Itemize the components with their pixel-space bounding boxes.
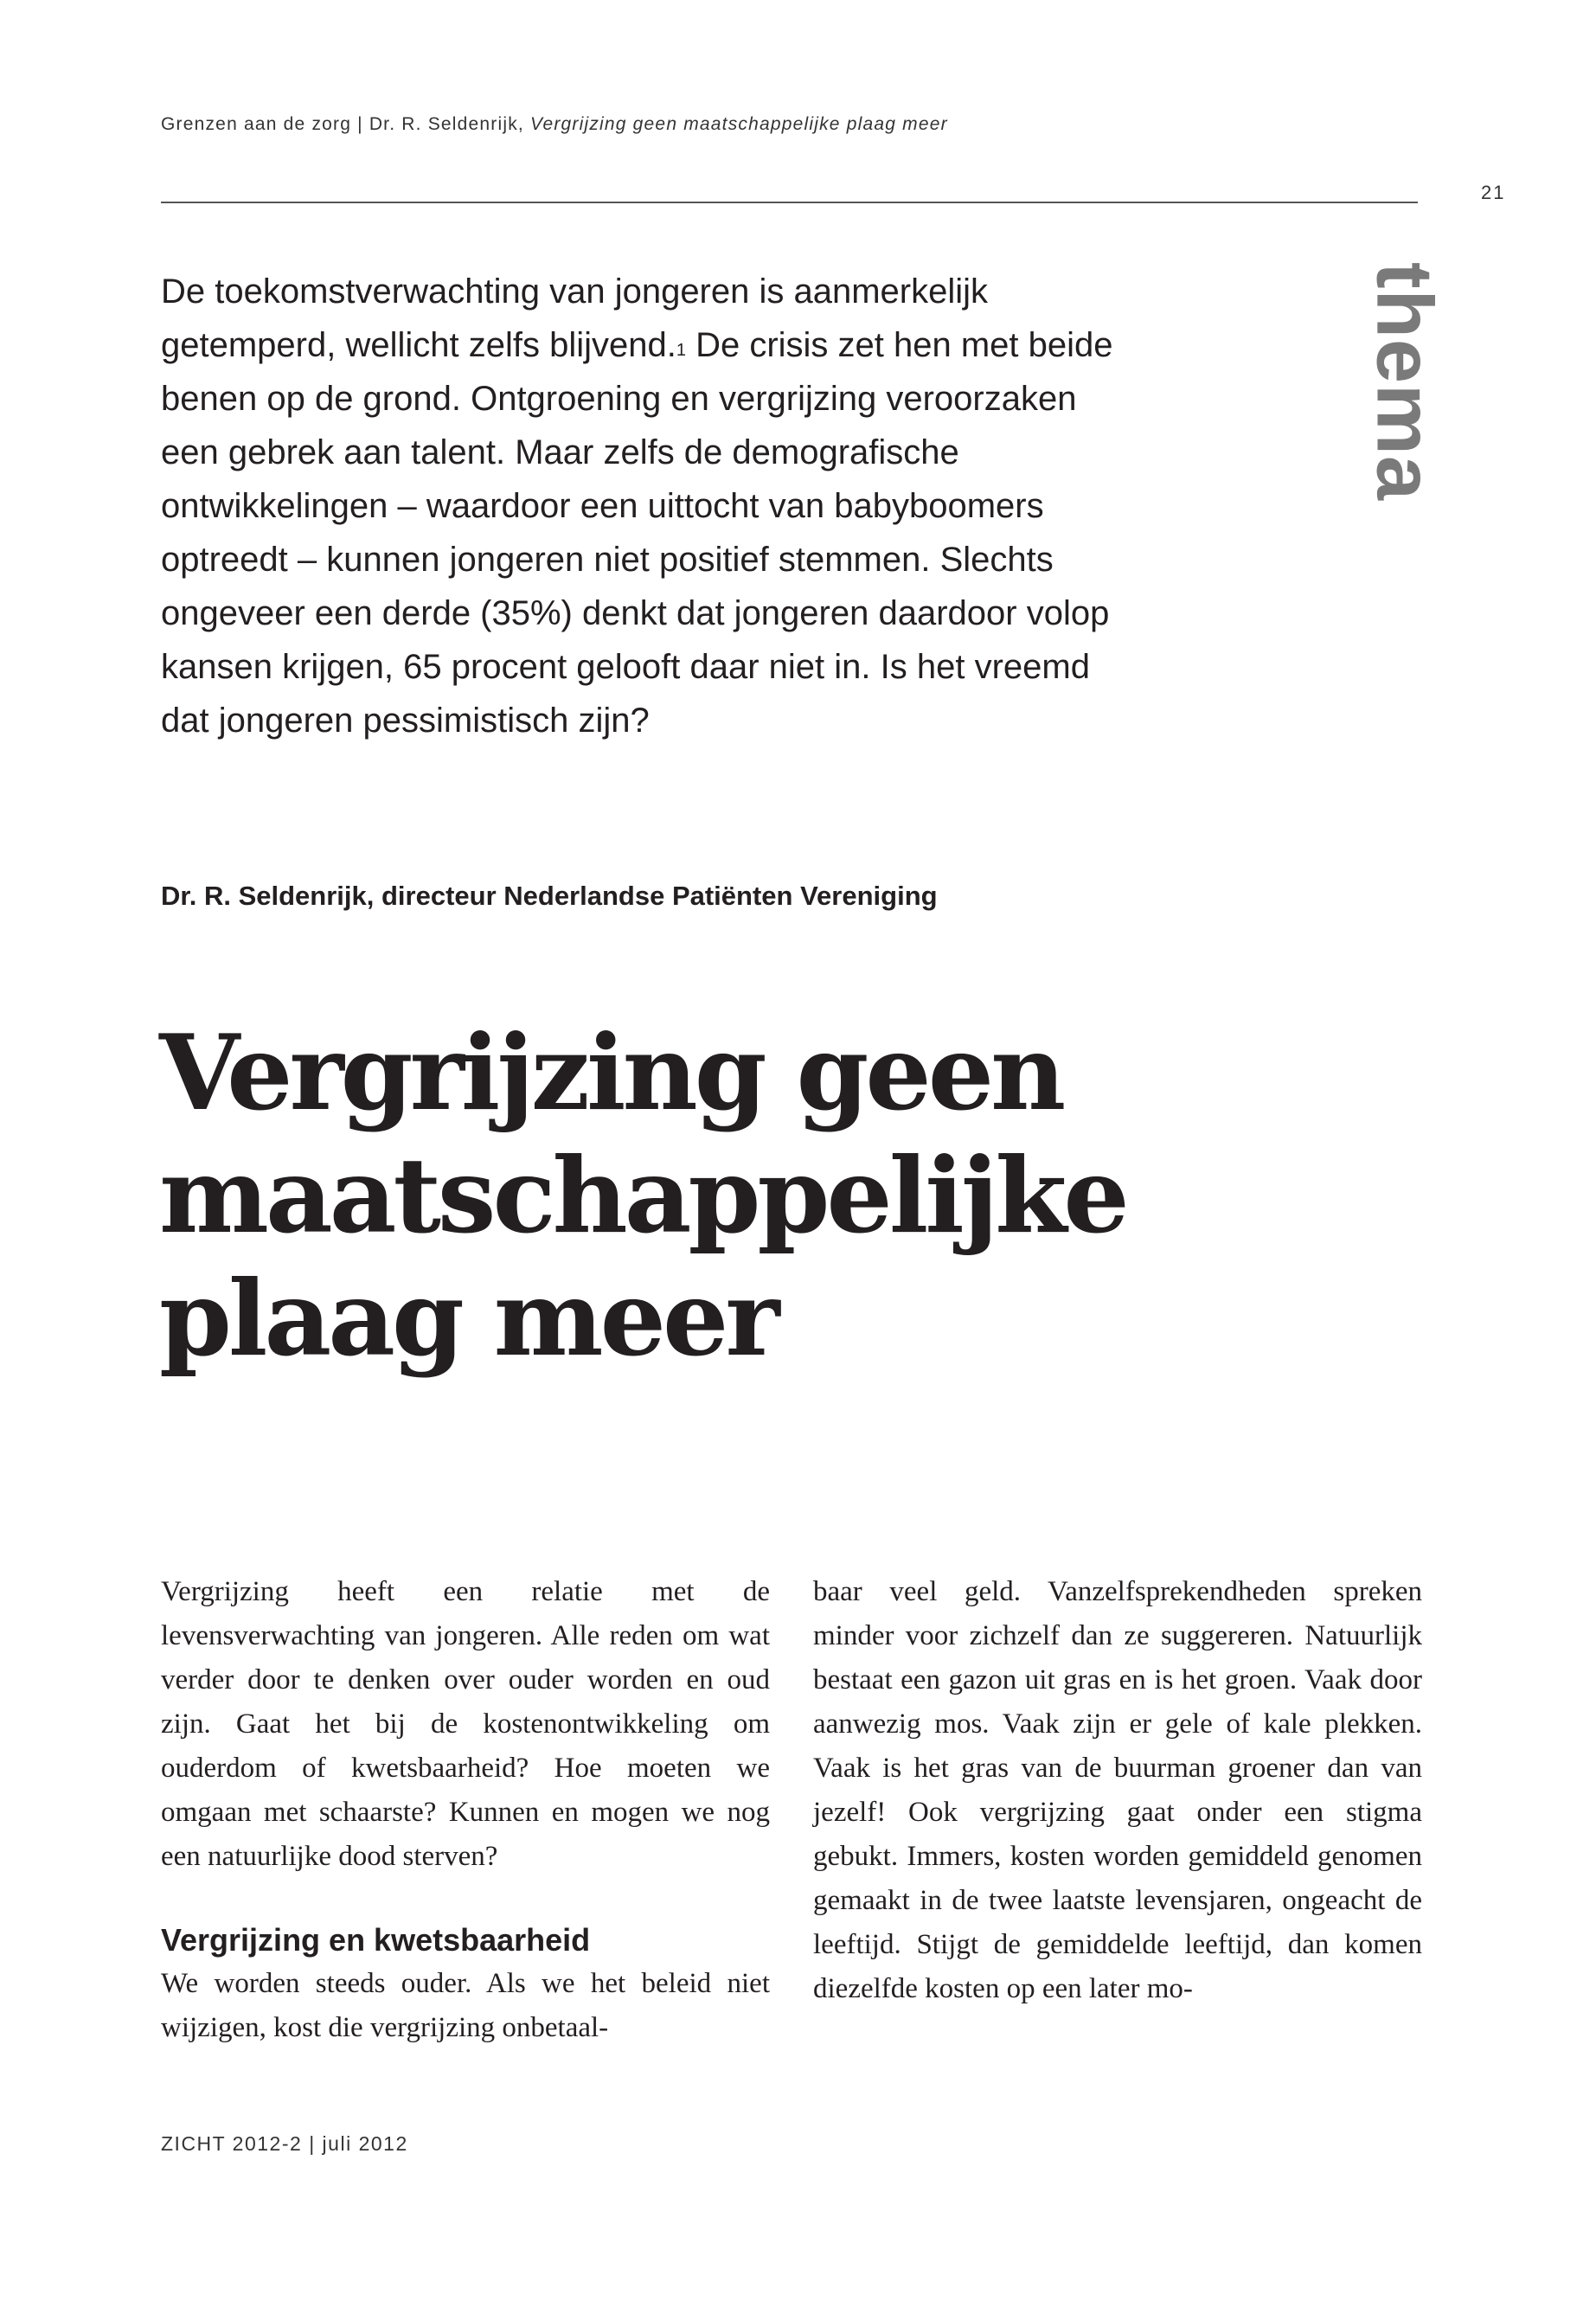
- body-column-right: [813, 1570, 1422, 2011]
- article-headline: [159, 1012, 1126, 1381]
- body-paragraph: Vergrijzing heeft een relatie met de levensverwachting van jongeren. Alle reden om wat verder door te denken over ouder worden en oud zijn. Gaat het bij de kostenontwikkeling om ouderdom of kwetsbaarheid? Hoe moeten we omgaan met schaarste? Kunnen en mogen we nog een natuurlijke dood sterven?: [161, 1576, 770, 1872]
- body-column-left: [161, 1570, 770, 2050]
- intro-text-start: De toekomstverwachting van jongeren is aanmerkelijk getemperd, wellicht zelfs blijvend.: [161, 272, 989, 364]
- page-number: 21: [1481, 182, 1506, 203]
- section-subheading: Vergrijzing en kwetsbaarheid: [161, 1922, 591, 1958]
- header-rule: [161, 202, 1418, 203]
- running-head-section: Grenzen aan de zorg | Dr. R. Seldenrijk,: [161, 114, 531, 134]
- page-footer: ZICHT 2012-2 | juli 2012: [161, 2132, 408, 2155]
- running-head-title: Vergrijzing geen maatschappelijke plaag meer: [530, 114, 948, 134]
- footnote-marker: 1: [676, 341, 686, 360]
- body-paragraph: baar veel geld. Vanzelfsprekendheden spreken minder voor zichzelf dan ze suggereren. Natuurlijk bestaat een gazon uit gras en is het groen. Vaak door aanwezig mos. Vaak zijn er gele of kale plekken. Vaak is het gras van de buurman groener dan van jezelf! Ook vergrijzing gaat onder een stigma gebukt. Immers, kosten worden gemiddeld genomen gemaakt in de twee laatste levensjaren, ongeacht de leeftijd. Stijgt de gemiddelde leeftijd, dan komen diezelfde kosten op een later mo-: [813, 1576, 1422, 2004]
- section-tag-label: thema: [1360, 262, 1449, 501]
- intro-text-end: De crisis zet hen met beide benen op de grond. Ontgroening en vergrijzing veroorzaken een gebrek aan talent. Maar zelfs de demografische ontwikkelingen – waardoor een uittocht van babyboomers optreedt – kunnen jongeren niet positief stemmen. Slechts ongeveer een derde (35%) denkt dat jongeren daardoor volop kansen krijgen, 65 procent gelooft daar niet in. Is het vreemd dat jongeren pessimistisch zijn?: [161, 326, 1113, 740]
- running-head: [161, 114, 948, 135]
- headline-line-2: maatschappelijke: [159, 1135, 1126, 1257]
- author-byline: Dr. R. Seldenrijk, directeur Nederlandse Patiënten Vereniging: [161, 881, 938, 911]
- headline-line-1: Vergrijzing geen: [159, 1012, 1063, 1134]
- headline-line-3: plaag meer: [159, 1258, 777, 1380]
- body-paragraph: We worden steeds ouder. Als we het beleid niet wijzigen, kost die vergrijzing onbetaal-: [161, 1968, 770, 2043]
- section-tag: [1360, 262, 1449, 501]
- intro-paragraph: [161, 265, 1138, 747]
